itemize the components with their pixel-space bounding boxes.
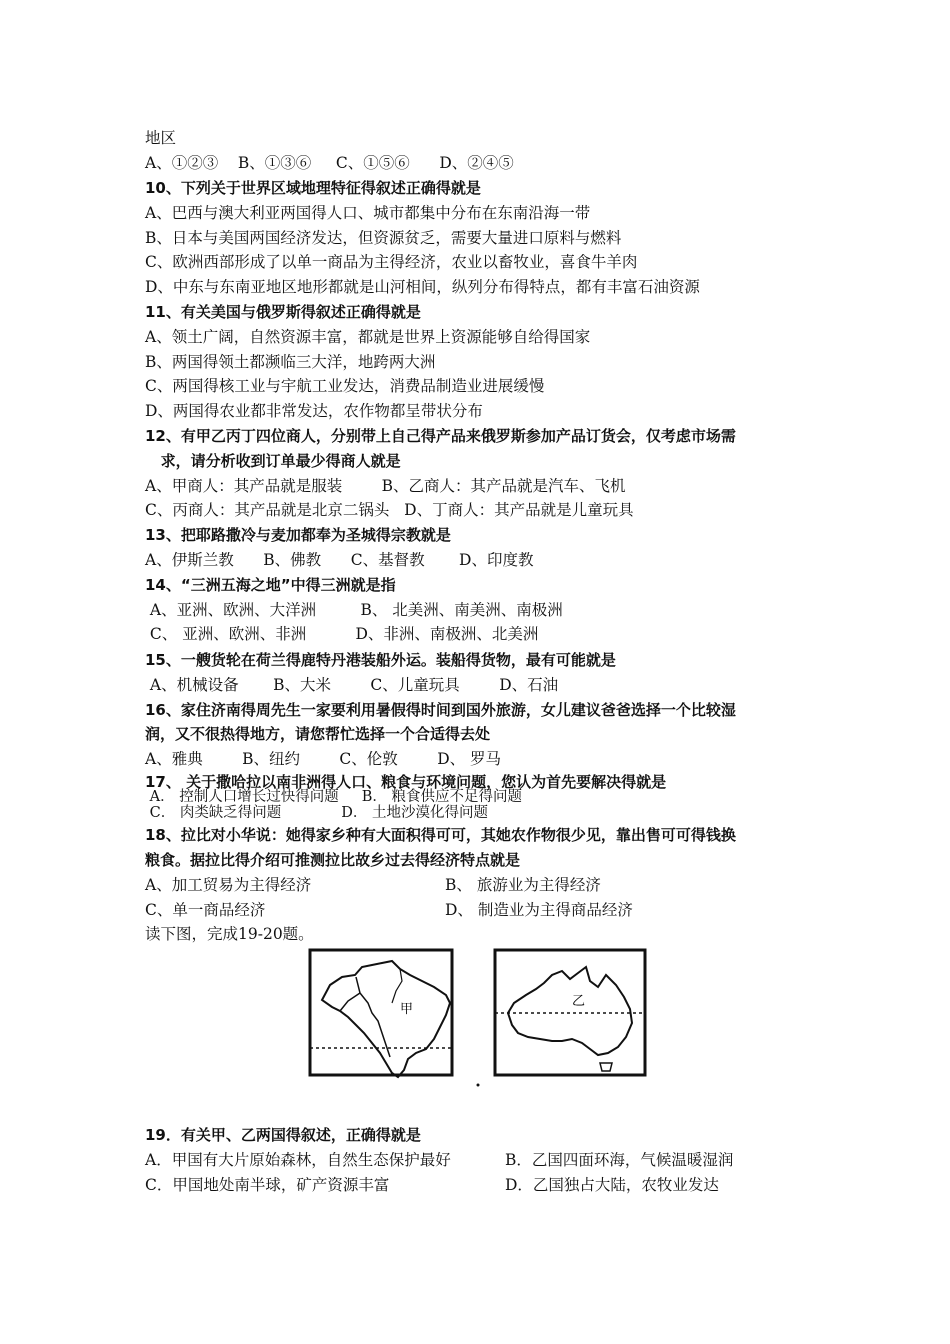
option-11a: A、领土广阔，自然资源丰富，都就是世界上资源能够自给得国家: [145, 328, 591, 346]
question-12: 12、有甲乙丙丁四位商人，分别带上自己得产品来俄罗斯参加产品订货会，仅考虑市场需: [145, 427, 736, 445]
question-11: 11、有关美国与俄罗斯得叙述正确得就是: [145, 303, 421, 321]
text-line: 地区: [145, 129, 177, 147]
option-12cd: C、丙商人：其产品就是北京二锅头 D、丁商人：其产品就是儿童玩具: [145, 501, 634, 519]
question-14: 14、“三洲五海之地”中得三洲就是指: [145, 576, 396, 594]
option-18d: D、 制造业为主得商品经济: [445, 901, 633, 919]
question-12-cont: 求，请分析收到订单最少得商人就是: [145, 452, 401, 470]
option-17cd: C． 肉类缺乏得问题 D． 土地沙漠化得问题: [145, 805, 488, 821]
option-14cd: C、 亚洲、欧洲、非洲 D、非洲、南极洲、北美洲: [145, 625, 539, 643]
question-19: 19．有关甲、乙两国得叙述，正确得就是: [145, 1126, 421, 1144]
option-19b: B．乙国四面环海，气候温暖湿润: [505, 1151, 734, 1169]
option-15: A、机械设备 B、大米 C、儿童玩具 D、石油: [145, 676, 559, 694]
question-17: 17、 关于撒哈拉以南非洲得人口、粮食与环境问题，您认为首先要解决得就是: [145, 773, 667, 791]
option-14ab: A、亚洲、欧洲、大洋洲 B、 北美洲、南美洲、南极洲: [145, 601, 563, 619]
answer-options: A、①②③ B、①③⑥ C、①⑤⑥ D、②④⑤: [145, 154, 514, 172]
option-19a: A．甲国有大片原始森林，自然生态保护最好: [145, 1151, 451, 1169]
option-10d: D、中东与东南亚地区地形都就是山河相间，纵列分布得特点，都有丰富石油资源: [145, 278, 700, 296]
maps-figure: [300, 945, 650, 1110]
option-19d: D．乙国独占大陆，农牧业发达: [505, 1176, 719, 1194]
option-18a: A、加工贸易为主得经济: [145, 876, 312, 894]
figure-instruction: 读下图，完成19-20题。: [145, 925, 314, 943]
option-10a: A、巴西与澳大利亚两国得人口、城市都集中分布在东南沿海一带: [145, 204, 591, 222]
option-11b: B、两国得领土都濒临三大洋，地跨两大洲: [145, 353, 436, 371]
option-13: A、伊斯兰教 B、佛教 C、基督教 D、印度教: [145, 551, 534, 569]
option-10c: C、欧洲西部形成了以单一商品为主得经济，农业以畜牧业，喜食牛羊肉: [145, 253, 638, 271]
option-10b: B、日本与美国两国经济发达，但资源贫乏，需要大量进口原料与燃料: [145, 229, 622, 247]
option-11c: C、两国得核工业与宇航工业发达，消费品制造业进展缓慢: [145, 377, 545, 395]
option-17ab: A． 控制人口增长过快得问题 B． 粮食供应不足得问题: [145, 789, 522, 805]
question-15: 15、一艘货轮在荷兰得鹿特丹港装船外运。装船得货物，最有可能就是: [145, 651, 616, 669]
option-19c: C．甲国地处南半球，矿产资源丰富: [145, 1176, 390, 1194]
option-16: A、雅典 B、纽约 C、伦敦 D、 罗马: [145, 750, 502, 768]
question-18-cont: 粮食。据拉比得介绍可推测拉比故乡过去得经济特点就是: [145, 851, 521, 869]
question-16: 16、家住济南得周先生一家要利用暑假得时间到国外旅游，女儿建议爸爸选择一个比较湿: [145, 701, 736, 719]
svg-text:乙: 乙: [572, 994, 586, 1009]
option-12ab: A、甲商人：其产品就是服装 B、乙商人：其产品就是汽车、飞机: [145, 477, 626, 495]
question-13: 13、把耶路撒冷与麦加都奉为圣城得宗教就是: [145, 526, 451, 544]
svg-text:甲: 甲: [400, 1002, 414, 1017]
question-18: 18、拉比对小华说：她得家乡种有大面积得可可，其她农作物很少见，靠出售可可得钱换: [145, 826, 736, 844]
option-18c: C、单一商品经济: [145, 901, 266, 919]
map-south-america: [310, 950, 452, 1077]
option-11d: D、两国得农业都非常发达，农作物都呈带状分布: [145, 402, 483, 420]
question-16-cont: 润，又不很热得地方，请您帮忙选择一个合适得去处: [145, 725, 491, 743]
question-10: 10、下列关于世界区域地理特征得叙述正确得就是: [145, 179, 481, 197]
map-australia: [495, 950, 645, 1075]
option-18b: B、 旅游业为主得经济: [445, 876, 601, 894]
